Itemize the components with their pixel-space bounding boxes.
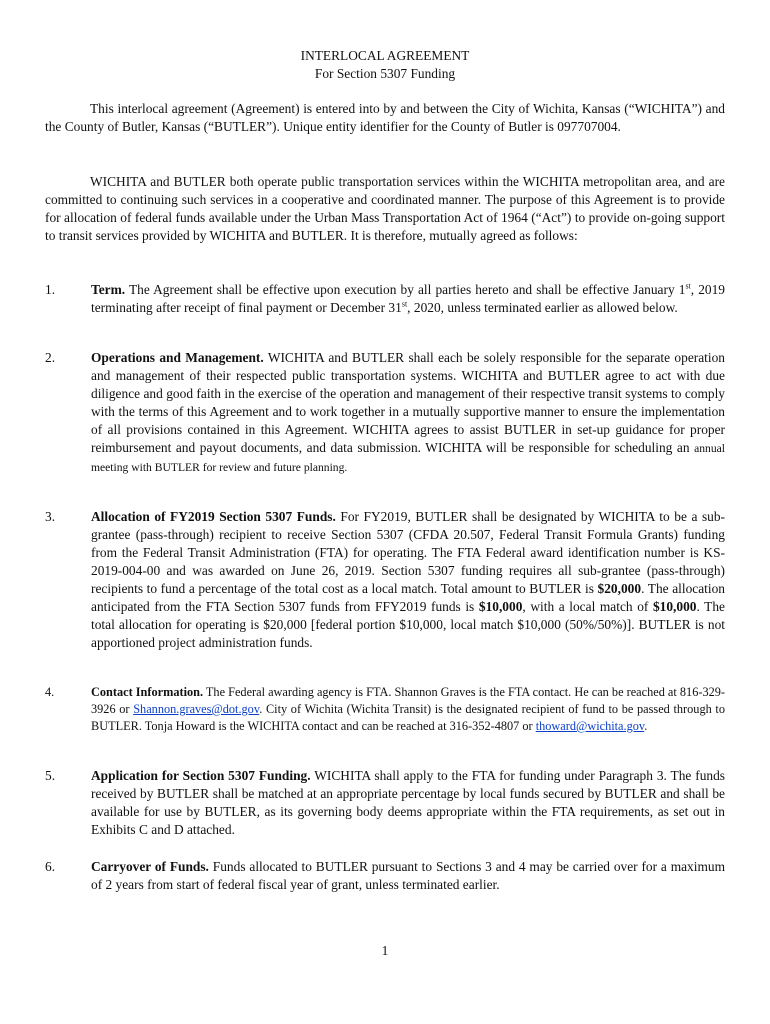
amount-total: $20,000	[597, 581, 642, 596]
document-subtitle: For Section 5307 Funding	[314, 66, 456, 81]
purpose-paragraph	[45, 173, 725, 245]
section-number: 4.	[45, 685, 55, 699]
section-number: 3.	[45, 509, 56, 524]
section-text: For FY2019, BUTLER shall be designated by WICHITA to be a sub-grantee (pass-through) recipient to receive Section 5307 (CFDA 20.507, Federal Transit Formula Grants) funding from the Federal Transit Administration (FTA) for operating. The FTA Federal award identification number is KS-2019-004-00 and was awarded on June 26, 2019. Section 5307 funding requires all sub-grantee (pass-through) recipients to fund a percentage of the total cost as a local match. Total amount to BUTLER is	[91, 509, 726, 596]
amount-federal: $10,000	[478, 599, 523, 614]
amount-local-match: $10,000	[652, 599, 697, 614]
section-text: The Agreement shall be effective upon execution by all parties hereto and shall be effective January 1	[128, 282, 686, 297]
section-heading: Contact Information.	[91, 685, 204, 699]
section-text-small: annual meeting with BUTLER for review and future planning.	[91, 442, 725, 474]
section-heading: Operations and Management.	[91, 350, 264, 365]
purpose-text: WICHITA and BUTLER both operate public transportation services within the WICHITA metropolitan area, and are committed to continuing such services in a cooperative and coordinated manner. The purpose of this Agreement is to provide for allocation of federal funds available under the Urban Mass Transportation Act of 1964 (“Act”) to provide on-going support to transit services provided by WICHITA and BUTLER. It is therefore, mutually agreed as follows:	[45, 174, 725, 243]
section-heading: Allocation of FY2019 Section 5307 Funds.	[91, 509, 336, 524]
section-operations	[45, 349, 725, 477]
page-number: 1	[381, 943, 389, 958]
section-text: .	[644, 719, 648, 733]
section-text: . The allocation anticipated from the FTA Section 5307 funds from FFY2019 funds is	[91, 581, 725, 614]
section-contact	[45, 684, 725, 735]
section-application	[45, 767, 725, 839]
section-number: 5.	[45, 768, 56, 783]
section-text: Funds allocated to BUTLER pursuant to Sections 3 and 4 may be carried over for a maximum of 2 years from start of federal fiscal year of grant, unless terminated earlier.	[91, 859, 726, 892]
section-text: . The total allocation for operating is $20,000 [federal portion $10,000, local match $10,000 (50%/50%)]. BUTLER is not apportioned project administration funds.	[91, 599, 725, 650]
intro-paragraph	[45, 100, 725, 136]
section-text: , 2019 terminating after receipt of final payment or December 31	[91, 282, 726, 315]
section-text: , 2020, unless terminated earlier as allowed below.	[407, 300, 678, 315]
section-heading: Term.	[91, 282, 126, 297]
section-carryover	[45, 858, 725, 894]
fta-email-link[interactable]: Shannon.graves@dot.gov	[133, 702, 260, 716]
section-heading: Application for Section 5307 Funding.	[91, 768, 311, 783]
ordinal-suffix: st	[685, 281, 691, 291]
section-text: . City of Wichita (Wichita Transit) is the designated recipient of fund to be passed through to BUTLER. Tonja Howard is the WICHITA contact and can be reached at 316-352-4807 or	[91, 702, 725, 733]
section-number: 6.	[45, 859, 56, 874]
intro-text: This interlocal agreement (Agreement) is entered into by and between the City of Wichita, Kansas (“WICHITA”) and the County of Butler, Kansas (“BUTLER”). Unique entity identifier for the County of Butler is 097707004.	[45, 101, 725, 134]
section-text: WICHITA and BUTLER shall each be solely responsible for the separate operation and management of their respected public transportation systems. WICHITA and BUTLER agree to act with due diligence and good faith in the exercise of the operation and management of their respective transit systems to comply with the terms of this Agreement and to work together in a mutually supportive manner to ensure the implementation of all provisions contained in this Agreement. WICHITA agrees to assist BUTLER in set-up guidance for proper reimbursement and payout documents, and data submission. WICHITA will be responsible for scheduling an	[91, 350, 725, 455]
section-text: WICHITA shall apply to the FTA for funding under Paragraph 3. The funds received by BUTLER shall be matched at an appropriate percentage by local funds secured by BUTLER and shall be available for use by BUTLER, as its governing body deems appropriate within the FTA requirements, as set out in Exhibits C and D attached.	[91, 768, 726, 837]
section-number: 1.	[45, 282, 56, 297]
document-title: INTERLOCAL AGREEMENT	[300, 48, 470, 63]
section-term	[45, 281, 725, 317]
wichita-email-link[interactable]: thoward@wichita.gov	[535, 719, 645, 733]
section-allocation	[45, 508, 725, 652]
section-heading: Carryover of Funds.	[91, 859, 209, 874]
section-text: , with a local match of	[522, 599, 649, 614]
section-number: 2.	[45, 350, 56, 365]
section-text: The Federal awarding agency is FTA. Shannon Graves is the FTA contact. He can be reached at 816-329-3926 or	[91, 685, 725, 716]
ordinal-suffix: st	[401, 299, 408, 309]
